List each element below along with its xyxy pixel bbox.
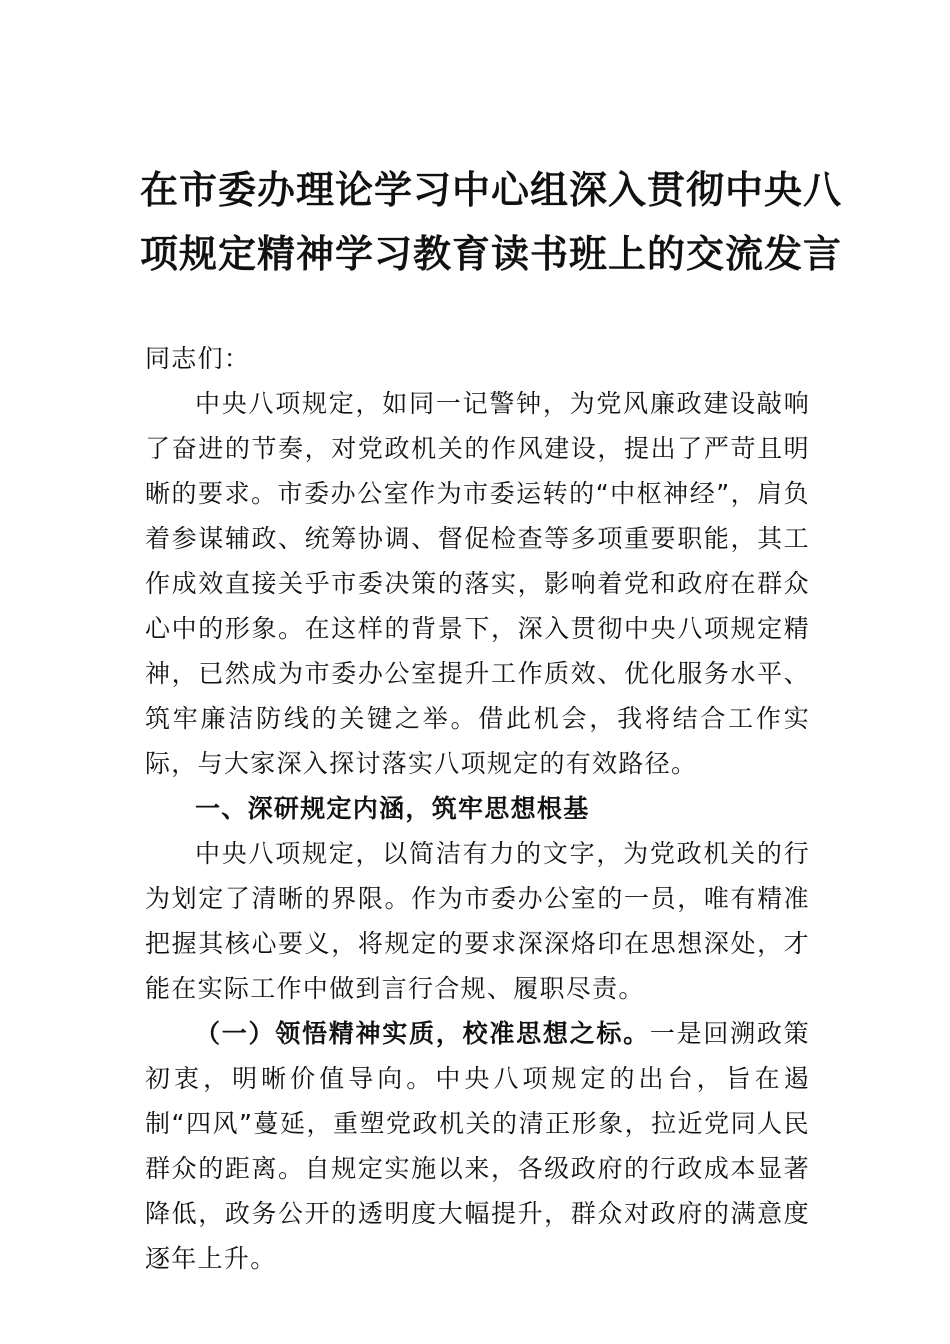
document-title [140, 158, 843, 286]
title-line-2: 项规定精神学习教育读书班上的交流发言 [140, 231, 843, 276]
paragraph-subsection-1 [145, 1011, 810, 1281]
paragraph-section-1: 中央八项规定，以简洁有力的文字，为党政机关的行为划定了清晰的界限。作为市委办公室的一员，唯有精准把握其核心要义，将规定的要求深深烙印在思想深处，才能在实际工作中做到言行合规、履职尽责。 [145, 839, 810, 1003]
subsection-1-text: 一是回溯政策初衷，明晰价值导向。中央八项规定的出台，旨在遏制“四风”蔓延，重塑党政机关的清正形象，拉近党同人民群众的距离。自规定实施以来，各级政府的行政成本显著降低，政务公开的透明度大幅提升，群众对政府的满意度逐年上升。 [145, 1019, 810, 1273]
paragraph-intro: 中央八项规定，如同一记警钟，为党风廉政建设敲响了奋进的节奏，对党政机关的作风建设，提出了严苛且明晰的要求。市委办公室作为市委运转的“中枢神经”，肩负着参谋辅政、统筹协调、督促检查等多项重要职能，其工作成效直接关乎市委决策的落实，影响着党和政府在群众心中的形象。在这样的背景下，深入贯彻中央八项规定精神，已然成为市委办公室提升工作质效、优化服务水平、筑牢廉洁防线的关键之举。借此机会，我将结合工作实际，与大家深入探讨落实八项规定的有效路径。 [145, 389, 810, 778]
title-line-1: 在市委办理论学习中心组深入贯彻中央八 [140, 167, 843, 212]
section-heading-1: 一、深研规定内涵，筑牢思想根基 [195, 794, 590, 823]
salutation: 同志们： [145, 344, 251, 373]
subsection-heading-1: （一）领悟精神实质，校准思想之标。 [195, 1019, 650, 1048]
document-body [145, 336, 810, 1281]
